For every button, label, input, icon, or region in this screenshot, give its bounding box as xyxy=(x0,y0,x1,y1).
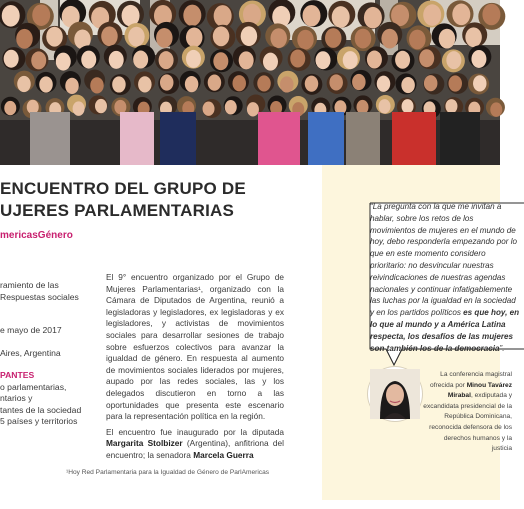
group-photo-illustration xyxy=(0,0,500,165)
title-line-1: ENCUENTRO DEL GRUPO DE xyxy=(0,178,330,200)
body-paragraph-1: El 9° encuentro organizado por el Grupo de Mujeres Parlamentarias¹, organizado con la Cámara de Diputados de Argentina, reunió a legisladoras y legisladores, ex legisladoras y ex legisladores, y activistas de movimientos sociales para desarrollar sesiones de trabajo sobre esfuerzos colectivos para avanzar la igualdad de género. En respuesta al aumento de movimientos sociales liderados por mujeres, aupado por las redes sociales, las y los delegados discutieron en torno a las oportunidades que presenta este escenario para la representación política en la región. xyxy=(106,272,284,423)
fact-location: Aires, Argentina xyxy=(0,348,95,360)
speaker-name: Minou Tavárez Mirabal xyxy=(448,382,512,400)
body-text: (Argentina), anfitriona del encuentro; la senadora xyxy=(106,438,284,460)
speaker-caption xyxy=(422,370,512,455)
fact-participants-label: PANTES xyxy=(0,370,95,382)
crowd xyxy=(0,0,505,118)
fact-line: o parlamentarias, xyxy=(0,382,95,394)
quote-part: “La pregunta con la que me invitan a hablar, sobre los retos de los movimientos de mujeres en el mundo de hoy, debo responderla empezando por lo que en este momento considero prioritario: no desvincular nuestras reivindicaciones de nuestras agendas nacionales y continuar infatigablemente las luchas por la igualdad en la sociedad y en los partidos políticos xyxy=(370,202,517,317)
group-photo xyxy=(0,0,500,165)
event-facts xyxy=(0,280,95,428)
fact-line: tantes de la sociedad xyxy=(0,405,95,417)
fact-line: Respuestas sociales xyxy=(0,292,95,304)
title-line-2: UJERES PARLAMENTARIAS xyxy=(0,200,330,222)
fact-date: e mayo de 2017 xyxy=(0,325,95,337)
fact-line: 5 países y territorios xyxy=(0,416,95,428)
quote-part: ”. xyxy=(500,344,505,353)
speaker-avatar xyxy=(368,367,422,421)
caption-text: , exdiputada y excandidata presidencial de la República Dominicana, reconocida defensora de los derechos humanos y la justicia xyxy=(423,392,512,452)
quote-emphasis: es que hoy, en lo que al mundo y a América Latina respecta, los desafíos de las mujeres son también los de la democracia xyxy=(370,308,519,352)
fact-line: ntarios y xyxy=(0,393,95,405)
body-text: El encuentro fue inaugurado por la diputada xyxy=(106,427,284,437)
page-title xyxy=(0,178,330,222)
person-name: Margarita Stolbizer xyxy=(106,438,183,448)
footnote: ¹Hoy Red Parlamentaria para la Igualdad de Género de ParlAmericas xyxy=(66,469,269,476)
fact-line: ramiento de las xyxy=(0,280,95,292)
body-paragraph-2 xyxy=(106,427,284,462)
quote-panel xyxy=(322,165,500,500)
person-name: Marcela Guerra xyxy=(193,450,253,460)
hashtag: mericasGénero xyxy=(0,230,73,241)
quote-text xyxy=(370,201,520,354)
article-body xyxy=(106,272,284,466)
speaker-portrait xyxy=(370,369,420,419)
caption-text: La conferencia magistral ofrecida por xyxy=(430,371,512,389)
